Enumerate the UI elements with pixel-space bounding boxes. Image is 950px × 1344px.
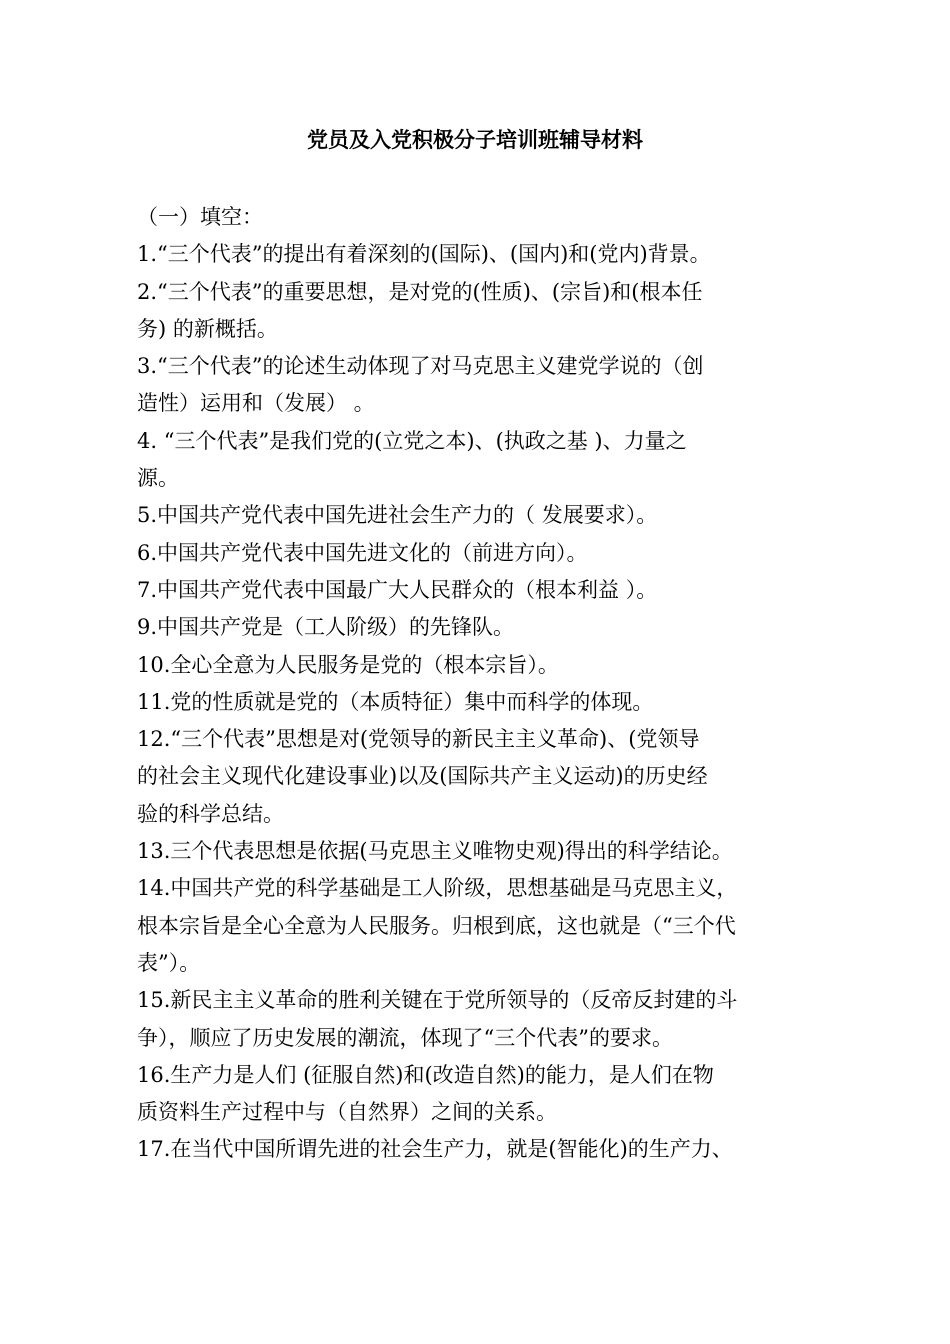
text-line: 2.“三个代表”的重要思想，是对党的(性质)、(宗旨)和(根本任 — [137, 279, 703, 304]
section-heading: （一）填空： — [137, 205, 263, 229]
text-line: 10.全心全意为人民服务是党的（根本宗旨）。 — [137, 652, 559, 677]
text-line: 验的科学总结。 — [137, 801, 284, 826]
text-line: 5.中国共产党代表中国先进社会生产力的（ 发展要求）。 — [137, 503, 658, 528]
text-line: 争），顺应了历史发展的潮流，体现了“三个代表”的要求。 — [137, 1025, 673, 1050]
text-line: 质资料生产过程中与（自然界）之间的关系。 — [137, 1100, 557, 1125]
text-line: 15.新民主主义革命的胜利关键在于党所领导的（反帝反封建的斗 — [137, 988, 738, 1013]
text-line: 6.中国共产党代表中国先进文化的（前进方向）。 — [137, 540, 588, 565]
document-title: 党员及入党积极分子培训班辅导材料 — [307, 127, 643, 152]
text-line: 表”）。 — [137, 950, 201, 975]
text-line: 14.中国共产党的科学基础是工人阶级，思想基础是马克思主义， — [137, 876, 738, 901]
text-line: 务) 的新概括。 — [137, 316, 278, 341]
document-body — [137, 199, 827, 1169]
text-line: 3.“三个代表”的论述生动体现了对马克思主义建党学说的（创 — [137, 354, 704, 379]
text-line: 9.中国共产党是（工人阶级）的先锋队。 — [137, 615, 515, 640]
text-line: 的社会主义现代化建设事业)以及(国际共产主义运动)的历史经 — [137, 764, 708, 789]
text-line: 12.“三个代表”思想是对(党领导的新民主主义革命)、(党领导 — [137, 727, 700, 752]
text-line: 13.三个代表思想是依据(马克思主义唯物史观)得出的科学结论。 — [137, 839, 733, 864]
text-line: 17.在当代中国所谓先进的社会生产力，就是(智能化)的生产力、 — [137, 1137, 733, 1162]
text-line: 4. “三个代表”是我们党的(立党之本)、(执政之基 )、力量之 — [137, 428, 687, 453]
text-line: 1.“三个代表”的提出有着深刻的(国际)、(国内)和(党内)背景。 — [137, 242, 711, 267]
text-line: 11.党的性质就是党的（本质特征）集中而科学的体现。 — [137, 689, 654, 714]
text-line: 源。 — [137, 466, 179, 491]
text-line: 造性）运用和（发展） 。 — [137, 391, 375, 416]
text-line: 7.中国共产党代表中国最广大人民群众的（根本利益 ）。 — [137, 577, 658, 602]
text-line: 根本宗旨是全心全意为人民服务。归根到底，这也就是（“三个代 — [137, 913, 736, 938]
text-line: 16.生产力是人们 (征服自然)和(改造自然)的能力，是人们在物 — [137, 1062, 714, 1087]
